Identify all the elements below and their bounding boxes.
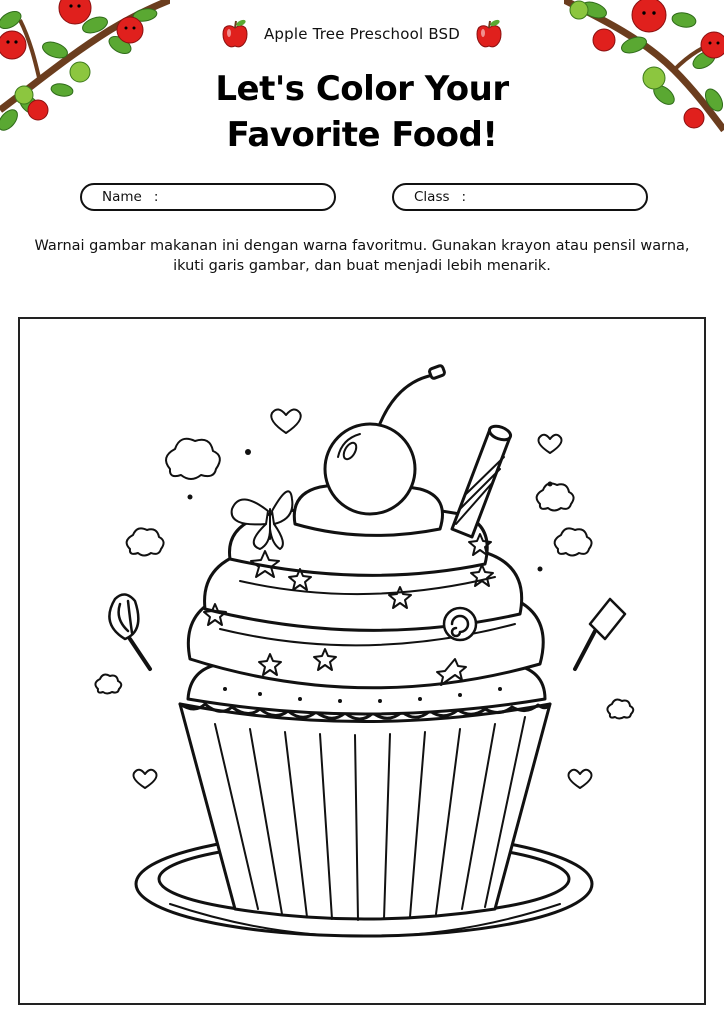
cupcake-wrapper xyxy=(180,704,550,920)
coloring-area[interactable] xyxy=(18,317,706,1005)
swirl-candy xyxy=(444,608,476,640)
title-line-2: Favorite Food! xyxy=(226,115,498,155)
wafer-straw-icon xyxy=(452,424,512,537)
page-title xyxy=(0,66,724,158)
class-label: Class xyxy=(414,189,450,205)
name-label: Name xyxy=(102,189,142,205)
school-header xyxy=(0,18,724,50)
class-separator: : xyxy=(461,189,467,205)
name-separator: : xyxy=(153,189,159,205)
spatula-icon xyxy=(575,599,625,669)
title-line-1: Let's Color Your xyxy=(215,69,509,109)
apple-icon xyxy=(220,18,250,50)
name-field[interactable] xyxy=(80,183,336,211)
whisk-icon xyxy=(109,594,150,669)
school-name: Apple Tree Preschool BSD xyxy=(263,25,461,43)
apple-icon xyxy=(474,18,504,50)
cupcake-illustration xyxy=(20,319,704,1003)
class-field[interactable] xyxy=(392,183,648,211)
instructions-text: Warnai gambar makanan ini dengan warna favoritmu. Gunakan krayon atau pensil warna, ikuti garis gambar, dan buat menjadi lebih menarik. xyxy=(34,238,690,274)
